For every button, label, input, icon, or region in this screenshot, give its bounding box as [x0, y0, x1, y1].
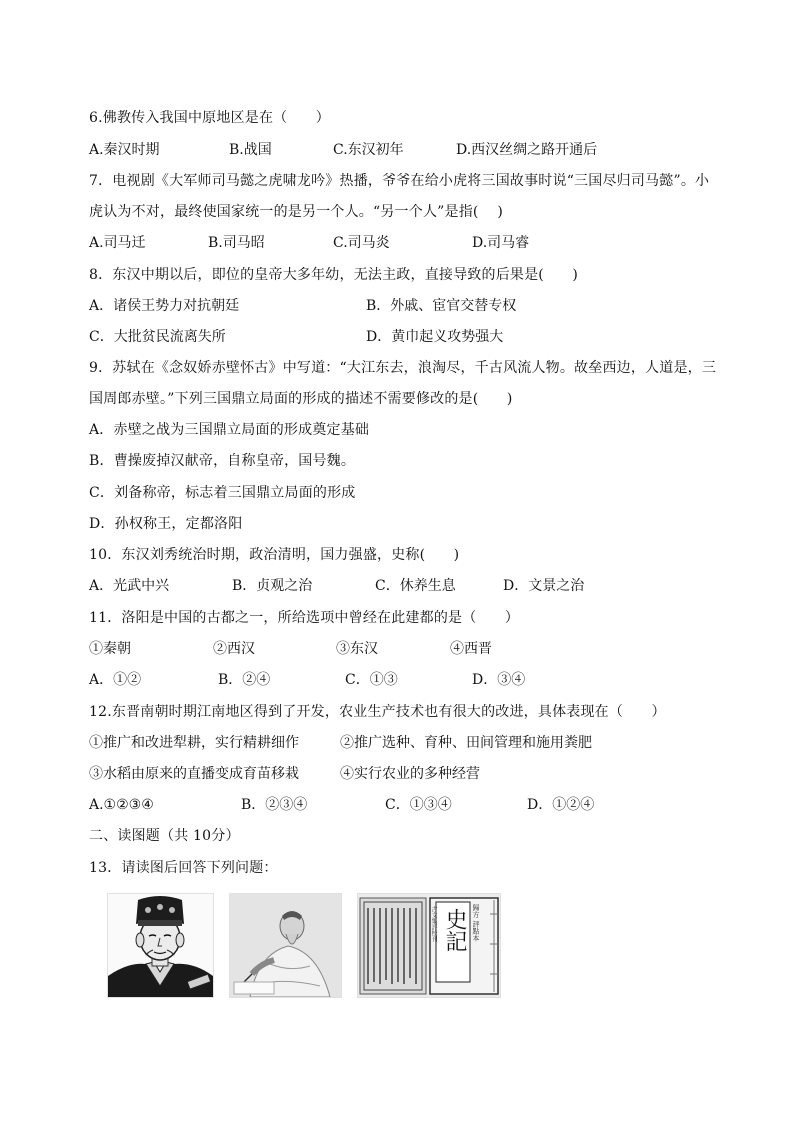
q12-item-3: ③水稻由原来的直播变成育苗移栽 — [89, 766, 299, 782]
q10-option-c: C．休养生息 — [375, 578, 456, 594]
q11-option-c: C．①③ — [345, 672, 398, 688]
q12-item-4: ④实行农业的多种经营 — [340, 766, 480, 782]
q13-stem: 13．请读图后回答下列问题： — [89, 860, 278, 876]
q11-item-1: ①秦朝 — [89, 641, 131, 657]
q8-option-c: C．大批贫民流离失所 — [89, 329, 226, 345]
q12-option-c: C．①③④ — [385, 797, 452, 813]
q6-stem: 6.佛教传入我国中原地区是在（ ） — [89, 110, 330, 126]
q12-item-2: ②推广选种、育种、田间管理和施用粪肥 — [340, 735, 592, 751]
q9-stem-line-1: 9．苏轼在《念奴娇赤壁怀古》中写道：“大江东去，浪淘尽，千古风流人物。故垒西边，人道是，三 — [89, 360, 717, 376]
scholar-writing-image — [229, 893, 342, 998]
q8-stem: 8．东汉中期以后，即位的皇帝大多年幼，无法主政，直接导致的后果是( ) — [89, 267, 579, 283]
q11-option-a: A．①② — [89, 672, 142, 688]
q11-item-2: ②西汉 — [213, 641, 255, 657]
q11-option-b: B．②④ — [218, 672, 271, 688]
q12-item-1: ①推广和改进犁耕，实行精耕细作 — [89, 735, 299, 751]
q10-option-d: D．文景之治 — [503, 578, 585, 594]
q9-option-b: B．曹操废掉汉献帝，自称皇帝，国号魏。 — [89, 453, 356, 469]
q6-option-b: B.战国 — [229, 142, 272, 158]
q7-option-b: B.司马昭 — [208, 235, 265, 251]
q10-option-b: B．贞观之治 — [232, 578, 313, 594]
q8-option-b: B．外戚、宦官交替专权 — [366, 298, 517, 314]
q7-option-c: C.司马炎 — [333, 235, 390, 251]
q6-option-a: A.秦汉时期 — [89, 142, 160, 158]
q11-item-4: ④西晋 — [450, 641, 492, 657]
q8-option-a: A．诸侯王势力对抗朝廷 — [89, 298, 240, 314]
shiji-book-image — [357, 893, 501, 998]
q10-option-a: A．光武中兴 — [89, 578, 170, 594]
q10-stem: 10．东汉刘秀统治时期，政治清明，国力强盛，史称( ) — [89, 547, 460, 563]
q9-stem-line-2: 国周郎赤壁。”下列三国鼎立局面的形成的描述不需要修改的是( ) — [89, 391, 513, 407]
q6-option-c: C.东汉初年 — [333, 142, 404, 158]
q11-item-3: ③东汉 — [336, 641, 378, 657]
book-cover-side-label-1: 歸方 評點本 — [472, 904, 480, 942]
q8-option-d: D．黄巾起义攻势强大 — [366, 329, 504, 345]
q12-option-d: D．①②④ — [527, 797, 595, 813]
q12-option-a: A.①②③④ — [89, 797, 154, 813]
q12-option-b: B．②③④ — [241, 797, 308, 813]
q7-option-d: D.司马睿 — [472, 235, 530, 251]
q9-option-c: C．刘备称帝，标志着三国鼎立局面的形成 — [89, 485, 356, 501]
q9-option-d: D．孙权称王，定都洛阳 — [89, 516, 243, 532]
book-cover-side-label-2: 古文集評校刊 — [430, 906, 437, 942]
q6-option-d: D.西汉丝绸之路开通后 — [456, 142, 598, 158]
q7-stem-line-2: 虎认为不对，最终使国家统一的是另一个人。“另一个人”是指( ) — [89, 204, 504, 220]
q11-stem: 11．洛阳是中国的古都之一，所给选项中曾经在此建都的是（ ） — [89, 610, 520, 626]
book-cover-title: 史記 — [442, 908, 467, 952]
section-heading: 二、读图题（共 10分） — [89, 828, 240, 844]
q7-option-a: A.司马迁 — [89, 235, 146, 251]
q7-stem-line-1: 7．电视剧《大军师司马懿之虎啸龙吟》热播，爷爷在给小虎将三国故事时说“三国尽归司马懿”。小 — [89, 173, 710, 189]
q9-option-a: A．赤壁之战为三国鼎立局面的形成奠定基础 — [89, 422, 370, 438]
q12-stem: 12.东晋南朝时期江南地区得到了开发，农业生产技术也有很大的改进，具体表现在（ ） — [89, 704, 666, 720]
portrait-emperor-image — [107, 893, 214, 998]
q11-option-d: D．③④ — [472, 672, 526, 688]
